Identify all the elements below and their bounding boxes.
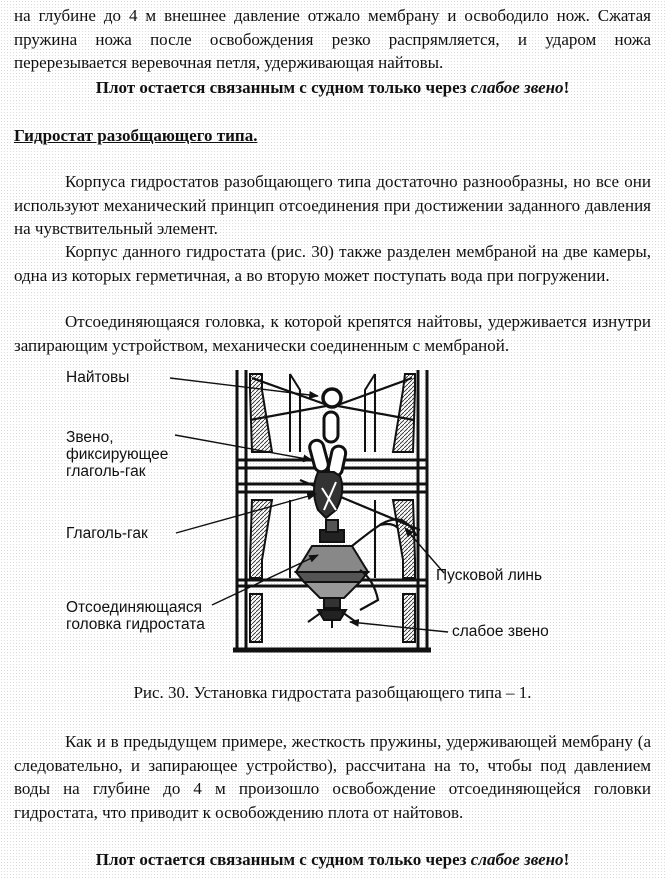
- note-text: Плот остается связанным с судном только через: [95, 850, 471, 869]
- label-link-line-1: Звено,: [66, 429, 114, 446]
- note-exclamation: !: [563, 850, 570, 869]
- label-link-line-3: глаголь-гак: [66, 463, 146, 480]
- figure-30: [0, 360, 665, 670]
- weak-link-note-2: [14, 848, 651, 872]
- top-ring: [323, 389, 341, 407]
- label-link-line-2: фиксирующее: [66, 446, 169, 463]
- label-lashings: Найтовы: [66, 369, 130, 386]
- hydrostat-body: [296, 520, 368, 628]
- paragraph-hydrostat-bodies: Корпуса гидростатов разобщающего типа достаточно разнообразны, но все они используют механический принцип отсоединения при достижении заданного давления на чувствительный элемент.: [14, 172, 651, 238]
- paragraph-release-head: Отсоединяющаяся головка, к которой крепятся найтовы, удерживается изнутри запирающим устройством, механически соединенным с мембраной.: [14, 312, 651, 355]
- section-heading: Гидростат разобщающего типа.: [14, 126, 258, 145]
- note-exclamation: !: [563, 78, 570, 97]
- note-text: Плот остается связанным с судном только через: [95, 78, 471, 97]
- note-emphasis: слабое звено: [470, 78, 564, 97]
- label-release-head-2: головка гидростата: [66, 616, 205, 633]
- pelican-hook: [314, 472, 342, 518]
- figure-caption: Рис. 30. Установка гидростата разобщающего типа – 1.: [133, 683, 532, 702]
- label-release-head-1: Отсоединяющаяся: [66, 599, 202, 616]
- weak-link-note-1: [14, 76, 651, 100]
- chain-link-fixing-hook: [308, 412, 347, 477]
- note-emphasis: слабое звено: [470, 850, 564, 869]
- label-weak-link: слабое звено: [452, 623, 549, 640]
- paragraph-membrane-chambers: Корпус данного гидростата (рис. 30) также разделен мембраной на две камеры, одна из которых герметичная, а во вторую может поступать вода при погружении.: [14, 242, 651, 285]
- label-launch-line: Пусковой линь: [436, 567, 543, 584]
- label-pelican-hook: Глаголь-гак: [66, 525, 148, 542]
- paragraph-spring-stiffness: Как и в предыдущем примере, жесткость пружины, удерживающей мембрану (а следовательно, и запирающее устройство), рассчитана на то, чтобы под давлением воды на глубине до 4 м произошло освобождение отсоединяющейся головки гидростата, что приводит к освобождению плота от найтовов.: [14, 732, 651, 822]
- paragraph-knife-release: на глубине до 4 м внешнее давление отжало мембрану и освободило нож. Сжатая пружина ножа после освобождения резко распрямляется, и ударом ножа перерезывается веревочная петля, удерживающая найтовы.: [14, 6, 651, 72]
